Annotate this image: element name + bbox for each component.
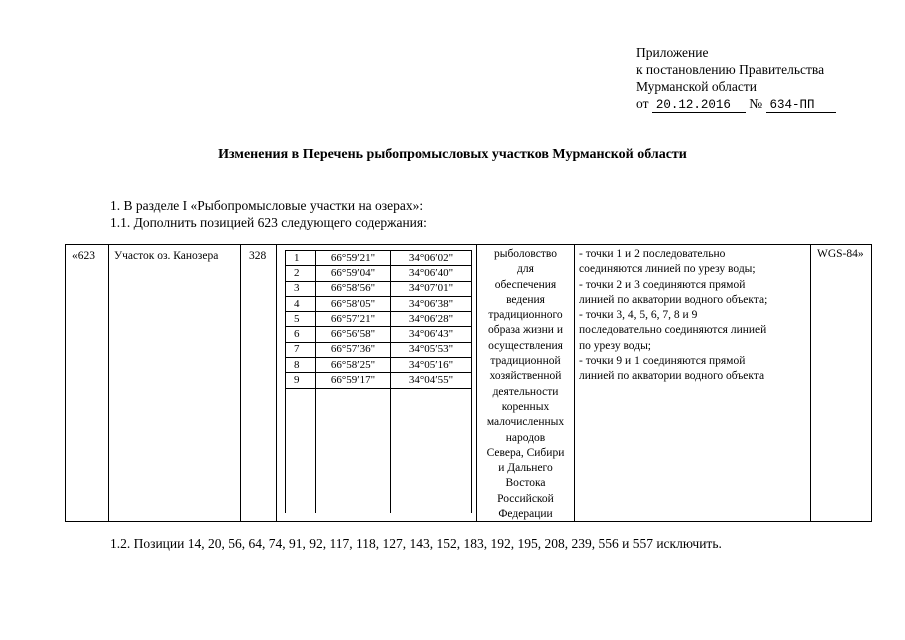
purpose-line: хозяйственной <box>489 370 562 383</box>
paragraph-1: 1. В разделе I «Рыбопромысловые участки на озерах»: <box>110 198 424 213</box>
purpose-line: Востока <box>505 477 546 490</box>
description-line: - точки 3, 4, 5, 6, 7, 8 и 9 <box>579 309 698 322</box>
description-line: линией по акватории водного объекта <box>579 370 765 383</box>
longitude: 34°06′02" <box>391 251 472 266</box>
cell-area: 328 <box>249 250 267 262</box>
latitude: 66°57′36" <box>316 342 391 357</box>
paragraph-1-2: 1.2. Позиции 14, 20, 56, 64, 74, 91, 92, 117, 118, 127, 143, 152, 183, 192, 195, 208, 239, 556 и 557 исключить. <box>110 536 722 551</box>
appendix-line-4 <box>636 95 836 113</box>
appendix-line-1: Приложение <box>636 45 709 60</box>
empty-cell <box>286 388 316 513</box>
latitude: 66°58′05" <box>316 296 391 311</box>
purpose-line: обеспечения <box>494 278 557 291</box>
column-divider <box>574 245 575 521</box>
longitude: 34°06′38" <box>391 296 472 311</box>
latitude: 66°58′25" <box>316 358 391 373</box>
paragraph-1-1: 1.1. Дополнить позицией 623 следующего содержания: <box>110 215 427 230</box>
purpose-line: малочисленных <box>486 416 565 429</box>
description-line: по урезу воды; <box>579 339 651 352</box>
latitude: 66°59′17" <box>316 373 391 388</box>
purpose-line: Российской <box>497 492 554 505</box>
purpose-line: традиционного <box>488 309 563 322</box>
coordinate-row <box>286 281 472 296</box>
purpose-line: для <box>517 263 534 276</box>
point-number: 1 <box>286 251 316 266</box>
coordinate-row <box>286 342 472 357</box>
longitude: 34°06′28" <box>391 312 472 327</box>
point-number: 6 <box>286 327 316 342</box>
longitude: 34°05′53" <box>391 342 472 357</box>
latitude: 66°57′21" <box>316 312 391 327</box>
purpose-line: ведения <box>506 293 545 306</box>
number-sign: № <box>749 96 763 111</box>
purpose-line: и Дальнего <box>498 462 553 475</box>
longitude: 34°06′40" <box>391 266 472 281</box>
coordinate-row-empty <box>286 388 472 513</box>
column-divider <box>810 245 811 521</box>
empty-cell <box>316 388 391 513</box>
longitude: 34°07′01" <box>391 281 472 296</box>
description-line: - точки 1 и 2 последовательно <box>579 248 726 260</box>
description-line: - точки 9 и 1 соединяются прямой <box>579 355 746 368</box>
purpose-line: деятельности <box>492 385 559 398</box>
longitude: 34°06′43" <box>391 327 472 342</box>
coordinates-table <box>285 250 472 513</box>
document-title: Изменения в Перечень рыбопромысловых участков Мурманской области <box>218 147 687 162</box>
coordinate-row <box>286 312 472 327</box>
purpose-line: Севера, Сибири <box>486 446 565 459</box>
column-divider <box>108 245 109 521</box>
resolution-date: 20.12.2016 <box>652 98 746 113</box>
resolution-number: 634-ПП <box>766 98 836 113</box>
appendix-line-2: к постановлению Правительства <box>636 62 825 77</box>
point-number: 7 <box>286 342 316 357</box>
description-line: - точки 2 и 3 соединяются прямой <box>579 278 746 291</box>
purpose-line: осуществления <box>488 339 563 352</box>
coordinate-row <box>286 373 472 388</box>
empty-cell <box>391 388 472 513</box>
description-line: линией по акватории водного объекта; <box>579 293 768 306</box>
longitude: 34°04′55" <box>391 373 472 388</box>
appendix-header <box>636 44 836 113</box>
purpose-line: народов <box>505 431 546 444</box>
point-number: 8 <box>286 358 316 373</box>
description-line: последовательно соединяются линией <box>579 324 767 337</box>
coordinate-row <box>286 251 472 266</box>
from-prefix: от <box>636 96 649 111</box>
point-number: 4 <box>286 296 316 311</box>
purpose-line: рыболовство <box>493 248 557 260</box>
latitude: 66°59′21" <box>316 251 391 266</box>
coordinate-row <box>286 296 472 311</box>
longitude: 34°05′16" <box>391 358 472 373</box>
fishing-site-table <box>65 244 872 522</box>
point-number: 9 <box>286 373 316 388</box>
coordinate-row <box>286 358 472 373</box>
appendix-line-3: Мурманской области <box>636 79 757 94</box>
cell-coordinate-system: WGS-84» <box>817 248 864 260</box>
column-divider <box>276 245 277 521</box>
latitude: 66°58′56" <box>316 281 391 296</box>
coordinate-row <box>286 327 472 342</box>
point-number: 2 <box>286 266 316 281</box>
purpose-line: образа жизни и <box>488 324 563 337</box>
purpose-line: Федерации <box>498 508 553 521</box>
cell-site-name: Участок оз. Канозера <box>114 250 219 262</box>
purpose-line: коренных <box>501 400 550 413</box>
cell-position: «623 <box>72 250 95 262</box>
cell-purpose <box>477 247 574 522</box>
column-divider <box>240 245 241 521</box>
latitude: 66°56′58" <box>316 327 391 342</box>
purpose-line: традиционной <box>490 355 561 368</box>
cell-boundary-description <box>579 247 810 385</box>
description-line: соединяются линией по урезу воды; <box>579 263 756 276</box>
point-number: 5 <box>286 312 316 327</box>
latitude: 66°59′04" <box>316 266 391 281</box>
point-number: 3 <box>286 281 316 296</box>
coordinate-row <box>286 266 472 281</box>
